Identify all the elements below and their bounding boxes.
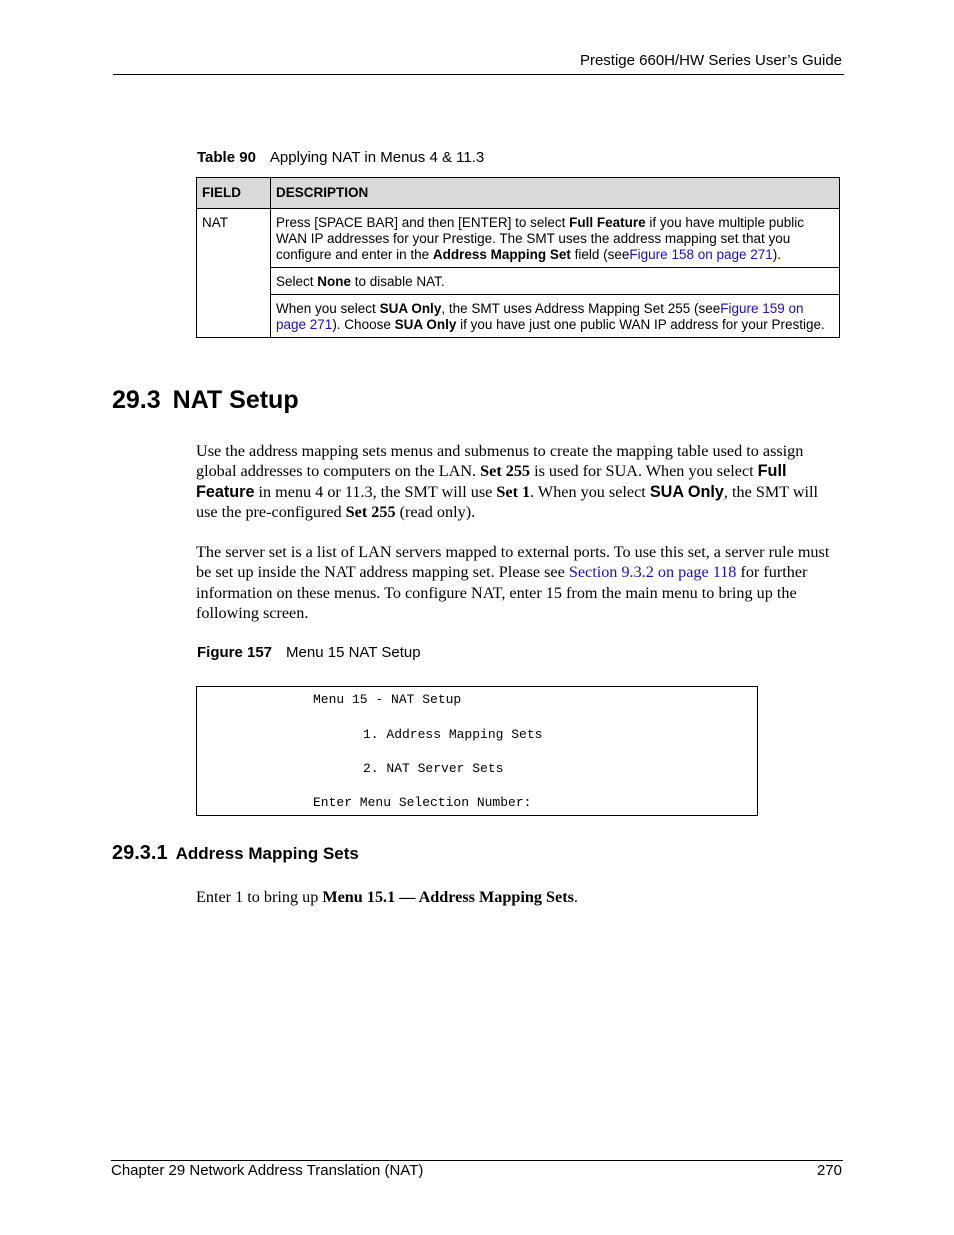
menu-title: Menu 15 - NAT Setup xyxy=(313,692,462,707)
menu-screen xyxy=(196,686,758,816)
bold-term: Set 1 xyxy=(496,482,531,501)
section-9-3-2-link[interactable]: Section 9.3.2 on page 118 xyxy=(568,563,737,582)
figure-caption xyxy=(197,644,421,661)
table-caption-number: Table 90 xyxy=(197,149,256,166)
table-header-row xyxy=(197,178,840,209)
description-cell: When you select SUA Only, the SMT uses Address Mapping Set 255 (seeFigure 159 on page 271). Choose SUA Only if you have just one public WAN IP address for your Prestige. xyxy=(271,295,840,338)
header-title: Prestige 660H/HW Series User’s Guide xyxy=(579,52,842,69)
figure-caption-text: Menu 15 NAT Setup xyxy=(286,644,421,661)
footer-rule xyxy=(111,1160,843,1161)
column-header-description: DESCRIPTION xyxy=(271,178,840,209)
column-header-field: FIELD xyxy=(197,178,271,209)
table-caption xyxy=(197,149,484,166)
page-number: 270 xyxy=(816,1162,842,1179)
body-paragraph: The server set is a list of LAN servers mapped to external ports. To use this set, a server rule must be set up inside the NAT address mapping set. Please see Section 9.3.2 on page 118 for further information on these menus. To configure NAT, enter 15 from the main menu to bring up the following screen. xyxy=(196,543,830,623)
nat-table xyxy=(196,177,840,338)
section-heading xyxy=(112,386,299,415)
header-rule xyxy=(113,74,844,75)
figure-158-link[interactable]: Figure 158 on page 271 xyxy=(629,247,773,262)
field-cell-nat: NAT xyxy=(197,209,271,338)
description-cell: Press [SPACE BAR] and then [ENTER] to select Full Feature if you have multiple public WAN IP addresses for your Prestige. The SMT uses the address mapping set that you configure and enter in the Address Mapping Set field (seeFigure 158 on page 271). xyxy=(271,209,840,268)
body-paragraph: Use the address mapping sets menus and submenus to create the mapping table used to assign global addresses to computers on the LAN. Set 255 is used for SUA. When you select Full Feature in menu 4 or 11.3, the SMT will use Set 1. When you select SUA Only, the SMT will use the pre-configured Set 255 (read only). xyxy=(196,442,819,522)
bold-term: Set 255 xyxy=(480,462,531,481)
table-row xyxy=(197,268,840,295)
bold-term: Address Mapping Set xyxy=(432,247,571,262)
table-row xyxy=(197,295,840,338)
bold-term: None xyxy=(317,274,352,289)
section-title: NAT Setup xyxy=(172,386,299,414)
subsection-heading xyxy=(112,842,359,865)
section-number: 29.3 xyxy=(112,386,161,414)
menu-item-nat-server-sets: 2. NAT Server Sets xyxy=(363,761,504,776)
description-cell: Select None to disable NAT. xyxy=(271,268,840,295)
menu-item-address-mapping-sets: 1. Address Mapping Sets xyxy=(363,727,543,742)
bold-term: Full Feature xyxy=(569,215,646,230)
bold-term: Set 255 xyxy=(345,503,396,522)
bold-term: SUA Only xyxy=(379,301,442,316)
footer-chapter: Chapter 29 Network Address Translation (NAT) xyxy=(111,1162,424,1179)
bold-term: Menu 15.1 — Address Mapping Sets xyxy=(322,888,574,906)
figure-159-link[interactable]: Figure 159 on page 271 xyxy=(276,301,804,332)
bold-term: SUA Only xyxy=(649,482,724,501)
subsection-number: 29.3.1 xyxy=(112,842,168,864)
bold-term: SUA Only xyxy=(394,317,457,332)
table-caption-text: Applying NAT in Menus 4 & 11.3 xyxy=(269,149,485,166)
menu-selection-prompt: Enter Menu Selection Number: xyxy=(313,795,532,810)
table-row xyxy=(197,209,840,268)
subsection-title: Address Mapping Sets xyxy=(175,844,359,863)
body-paragraph: Enter 1 to bring up Menu 15.1 — Address Mapping Sets. xyxy=(196,888,578,906)
bold-term: Full Feature xyxy=(196,462,787,501)
figure-caption-number: Figure 157 xyxy=(197,644,273,661)
